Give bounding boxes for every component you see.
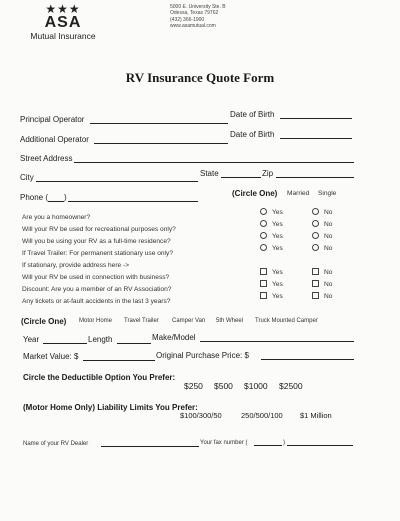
radio-icon bbox=[312, 220, 319, 227]
zip-field[interactable] bbox=[276, 168, 354, 178]
question-homeowner: Are you a homeowner? bbox=[22, 214, 91, 221]
principal-operator-label: Principal Operator bbox=[20, 115, 85, 124]
market-value-label: Market Value: $ bbox=[23, 352, 79, 361]
state-field[interactable] bbox=[221, 168, 261, 178]
radio-icon bbox=[312, 244, 319, 251]
checkbox-icon bbox=[312, 280, 319, 287]
additional-operator-label: Additional Operator bbox=[20, 135, 89, 144]
rv-type-travel-trailer[interactable]: Travel Trailer bbox=[124, 318, 159, 324]
checkbox-icon bbox=[260, 280, 267, 287]
dob-2-label: Date of Birth bbox=[230, 130, 275, 139]
state-label: State bbox=[200, 169, 219, 178]
liability-100-300-50[interactable]: $100/300/50 bbox=[180, 411, 222, 420]
zip-label: Zip bbox=[262, 169, 274, 178]
radio-icon bbox=[312, 232, 319, 239]
question-association: Discount: Are you a member of an RV Association? bbox=[22, 286, 172, 293]
checkbox-icon bbox=[312, 292, 319, 299]
street-address-label: Street Address bbox=[20, 154, 73, 163]
checkbox-icon bbox=[260, 268, 267, 275]
length-label: Length bbox=[88, 335, 113, 344]
phone-area-field[interactable] bbox=[48, 192, 64, 202]
rv-type-circle-label: (Circle One) bbox=[21, 317, 67, 326]
phone-label: Phone ( bbox=[20, 193, 49, 202]
dob-1-field[interactable] bbox=[280, 109, 352, 119]
deductible-2500[interactable]: $2500 bbox=[279, 381, 303, 391]
question-residence: Will you be using your RV as a full-time residence? bbox=[22, 238, 171, 245]
fax-number-field[interactable] bbox=[287, 437, 353, 446]
checkbox-icon bbox=[260, 292, 267, 299]
no-option[interactable]: No bbox=[312, 208, 332, 216]
deductible-500[interactable]: $500 bbox=[214, 381, 233, 391]
make-model-label: Make/Model bbox=[152, 333, 196, 342]
market-value-field[interactable] bbox=[83, 351, 155, 361]
question-recreational: Will your RV be used for recreational purposes only? bbox=[22, 226, 176, 233]
yes-option[interactable]: Yes bbox=[260, 268, 283, 276]
deductible-250[interactable]: $250 bbox=[184, 381, 203, 391]
company-address bbox=[170, 4, 226, 30]
rv-type-truck-camper[interactable]: Truck Mounted Camper bbox=[255, 318, 318, 324]
fax-area-field[interactable] bbox=[254, 437, 282, 446]
dealer-name-label: Name of your RV Dealer bbox=[23, 441, 89, 447]
additional-operator-field[interactable] bbox=[94, 134, 228, 144]
year-label: Year bbox=[23, 335, 40, 344]
yes-option[interactable]: Yes bbox=[260, 244, 283, 252]
purchase-price-field[interactable] bbox=[261, 350, 354, 360]
yes-option[interactable]: Yes bbox=[260, 232, 283, 240]
fax-close: ) bbox=[283, 440, 285, 446]
address-line: www.asamutual.com bbox=[170, 23, 216, 30]
deductible-1000[interactable]: $1000 bbox=[244, 381, 268, 391]
no-option[interactable]: No bbox=[312, 292, 332, 300]
checkbox-icon bbox=[312, 268, 319, 275]
phone-number-field[interactable] bbox=[68, 192, 198, 202]
address-line: Odessa, Texas 79762 bbox=[170, 10, 219, 17]
city-field[interactable] bbox=[36, 172, 198, 182]
city-label: City bbox=[20, 173, 34, 182]
principal-operator-field[interactable] bbox=[90, 114, 228, 124]
radio-icon bbox=[260, 232, 267, 239]
no-option[interactable]: No bbox=[312, 232, 332, 240]
marital-option-single[interactable]: Single bbox=[318, 190, 337, 197]
yes-option[interactable]: Yes bbox=[260, 292, 283, 300]
company-logo bbox=[28, 3, 98, 41]
make-model-field[interactable] bbox=[200, 332, 354, 342]
yes-option[interactable]: Yes bbox=[260, 220, 283, 228]
logo-subtitle: Mutual Insurance bbox=[30, 31, 96, 41]
dealer-name-field[interactable] bbox=[101, 438, 199, 447]
liability-1-million[interactable]: $1 Million bbox=[300, 411, 332, 420]
radio-icon bbox=[260, 208, 267, 215]
radio-icon bbox=[312, 208, 319, 215]
no-option[interactable]: No bbox=[312, 244, 332, 252]
marital-option-married[interactable]: Married bbox=[287, 190, 310, 197]
rv-type-fifth-wheel[interactable]: 5th Wheel bbox=[216, 318, 244, 324]
address-line: (432) 366-1900 bbox=[170, 16, 205, 23]
street-address-field[interactable] bbox=[74, 153, 354, 163]
question-accidents: Any tickets or at-fault accidents in the last 3 years? bbox=[22, 298, 171, 305]
dob-1-label: Date of Birth bbox=[230, 110, 275, 119]
no-option[interactable]: No bbox=[312, 220, 332, 228]
logo-stars: ★★★ bbox=[45, 2, 81, 16]
rv-type-camper-van[interactable]: Camper Van bbox=[172, 318, 206, 324]
form-title: RV Insurance Quote Form bbox=[125, 70, 275, 85]
purchase-price-label: Original Purchase Price: $ bbox=[156, 351, 249, 360]
question-stationary: If Travel Trailer: For permanent stationary use only? bbox=[22, 250, 173, 257]
fax-label: Your fax number ( bbox=[200, 440, 248, 446]
liability-250-500-100[interactable]: 250/500/100 bbox=[241, 411, 283, 420]
radio-icon bbox=[260, 220, 267, 227]
no-option[interactable]: No bbox=[312, 280, 332, 288]
length-field[interactable] bbox=[117, 334, 151, 344]
marital-circle-label: (Circle One) bbox=[232, 189, 278, 198]
dob-2-field[interactable] bbox=[280, 129, 352, 139]
logo-name: ASA bbox=[44, 14, 82, 31]
liability-label: (Motor Home Only) Liability Limits You Prefer: bbox=[23, 403, 198, 412]
no-option[interactable]: No bbox=[312, 268, 332, 276]
question-stationary-address: If stationary, provide address here -> bbox=[22, 262, 130, 269]
radio-icon bbox=[260, 244, 267, 251]
yes-option[interactable]: Yes bbox=[260, 280, 283, 288]
phone-close: ) bbox=[64, 193, 67, 202]
rv-type-motor-home[interactable]: Motor Home bbox=[79, 318, 113, 324]
question-business: Will your RV be used in connection with business? bbox=[22, 274, 170, 281]
yes-option[interactable]: Yes bbox=[260, 208, 283, 216]
year-field[interactable] bbox=[43, 334, 87, 344]
address-line: 5000 E. University Ste. B bbox=[170, 4, 226, 10]
deductible-label: Circle the Deductible Option You Prefer: bbox=[23, 373, 176, 382]
